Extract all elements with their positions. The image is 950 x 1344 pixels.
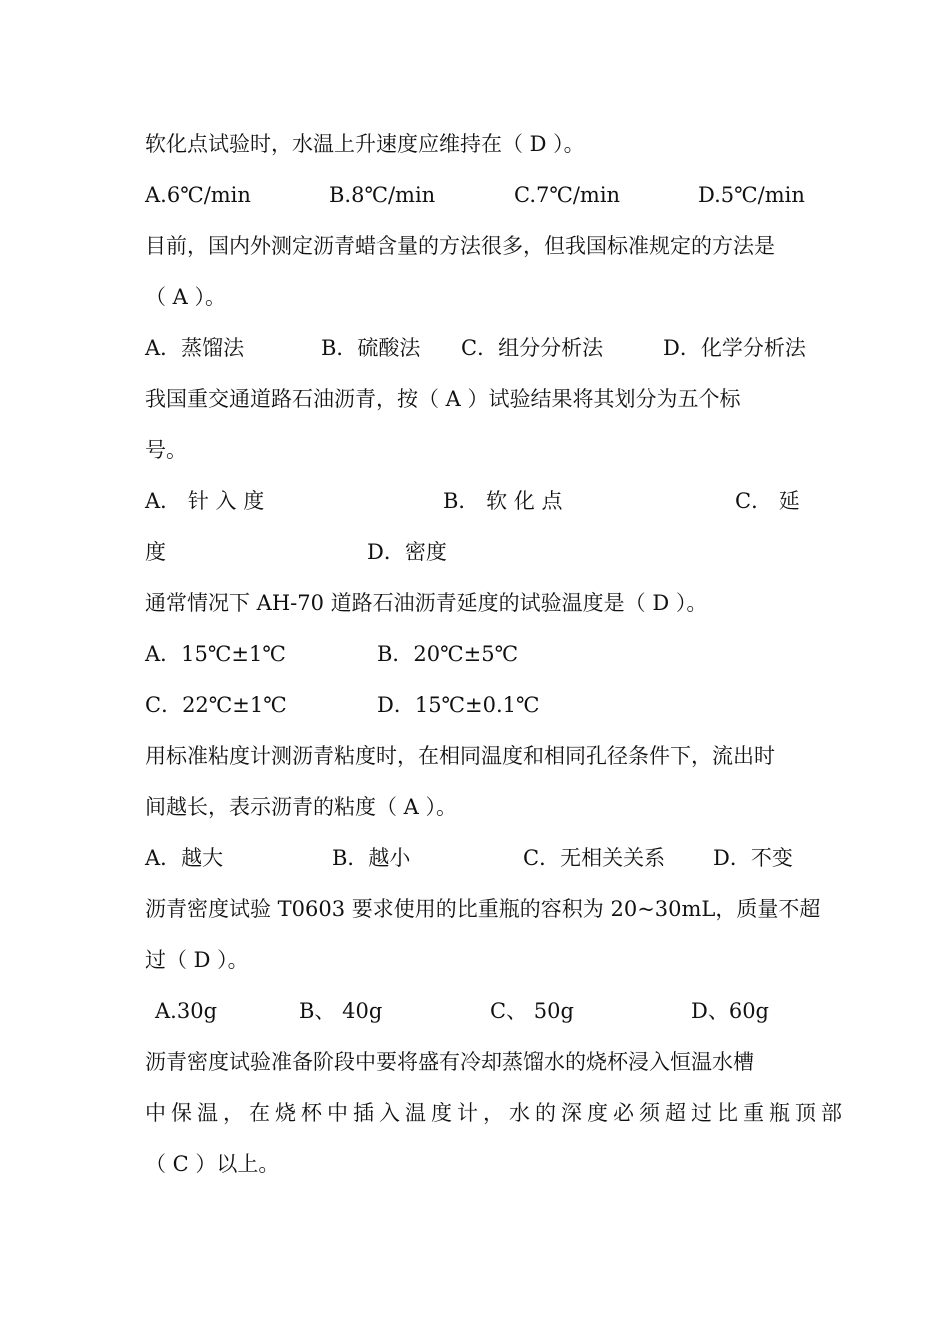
option-c-continued: 度 <box>145 540 166 564</box>
question-1-options <box>145 175 810 215</box>
question-2-stem-line-2: （ A ）。 <box>145 285 227 309</box>
option-c: C.7℃/min <box>514 183 621 207</box>
question-1-stem: 软化点试验时，水温上升速度应维持在（ D ）。 <box>145 132 585 156</box>
option-d: D.5℃/min <box>698 183 805 207</box>
question-3-options-line-2 <box>145 532 810 572</box>
question-5-stem-line-2: 间越长，表示沥青的粘度（ A ）。 <box>145 795 458 819</box>
option-a: A．蒸馏法 <box>145 336 245 360</box>
question-5-stem-line-1: 用标准粘度计测沥青粘度时，在相同温度和相同孔径条件下，流出时 <box>145 744 775 768</box>
question-2-options <box>145 328 810 368</box>
question-3-stem-line-1: 我国重交通道路石油沥青，按（ A ）试验结果将其划分为五个标 <box>145 387 741 411</box>
option-d: D．化学分析法 <box>663 336 806 360</box>
option-a: A． 针 入 度 <box>145 489 265 513</box>
option-c: C．无相关关系 <box>523 846 666 870</box>
question-4-stem: 通常情况下 AH-70 道路石油沥青延度的试验温度是（ D ）。 <box>145 591 708 615</box>
option-d: D．密度 <box>367 540 447 564</box>
option-a: A．越大 <box>145 846 224 870</box>
option-d: D、60g <box>691 999 770 1023</box>
question-6-stem-line-2: 过（ D ）。 <box>145 948 249 972</box>
option-c: C．22℃±1℃ <box>145 693 287 717</box>
question-6-options <box>145 991 810 1031</box>
question-4-options-line-2 <box>145 685 810 725</box>
question-7-stem-line-1: 沥青密度试验准备阶段中要将盛有冷却蒸馏水的烧杯浸入恒温水槽 <box>145 1050 754 1074</box>
option-b: B．20℃±5℃ <box>377 642 519 666</box>
option-b: B.8℃/min <box>329 183 436 207</box>
option-a: A.30g <box>155 999 218 1023</box>
option-b: B． 软 化 点 <box>443 489 563 513</box>
option-c: C、 50g <box>490 999 574 1023</box>
option-b: B．硫酸法 <box>321 336 421 360</box>
question-5-options <box>145 838 810 878</box>
question-7-stem-line-2: 中保温，在烧杯中插入温度计，水的深度必须超过比重瓶顶部 <box>145 1101 847 1125</box>
question-3-options-line-1 <box>145 481 810 521</box>
option-b: B、 40g <box>299 999 383 1023</box>
question-7-stem-line-3: （ C ）以上。 <box>145 1152 280 1176</box>
question-3-stem-line-2: 号。 <box>145 438 187 462</box>
option-c: C．组分分析法 <box>461 336 604 360</box>
option-b: B．越小 <box>332 846 411 870</box>
option-a: A．15℃±1℃ <box>145 642 286 666</box>
option-d: D．15℃±0.1℃ <box>377 693 540 717</box>
question-6-stem-line-1: 沥青密度试验 T0603 要求使用的比重瓶的容积为 20~30mL，质量不超 <box>145 897 821 921</box>
question-2-stem-line-1: 目前，国内外测定沥青蜡含量的方法很多，但我国标准规定的方法是 <box>145 234 775 258</box>
question-4-options-line-1 <box>145 634 810 674</box>
option-d: D．不变 <box>713 846 793 870</box>
option-c: C． 延 <box>735 489 800 513</box>
option-a: A.6℃/min <box>145 183 251 207</box>
